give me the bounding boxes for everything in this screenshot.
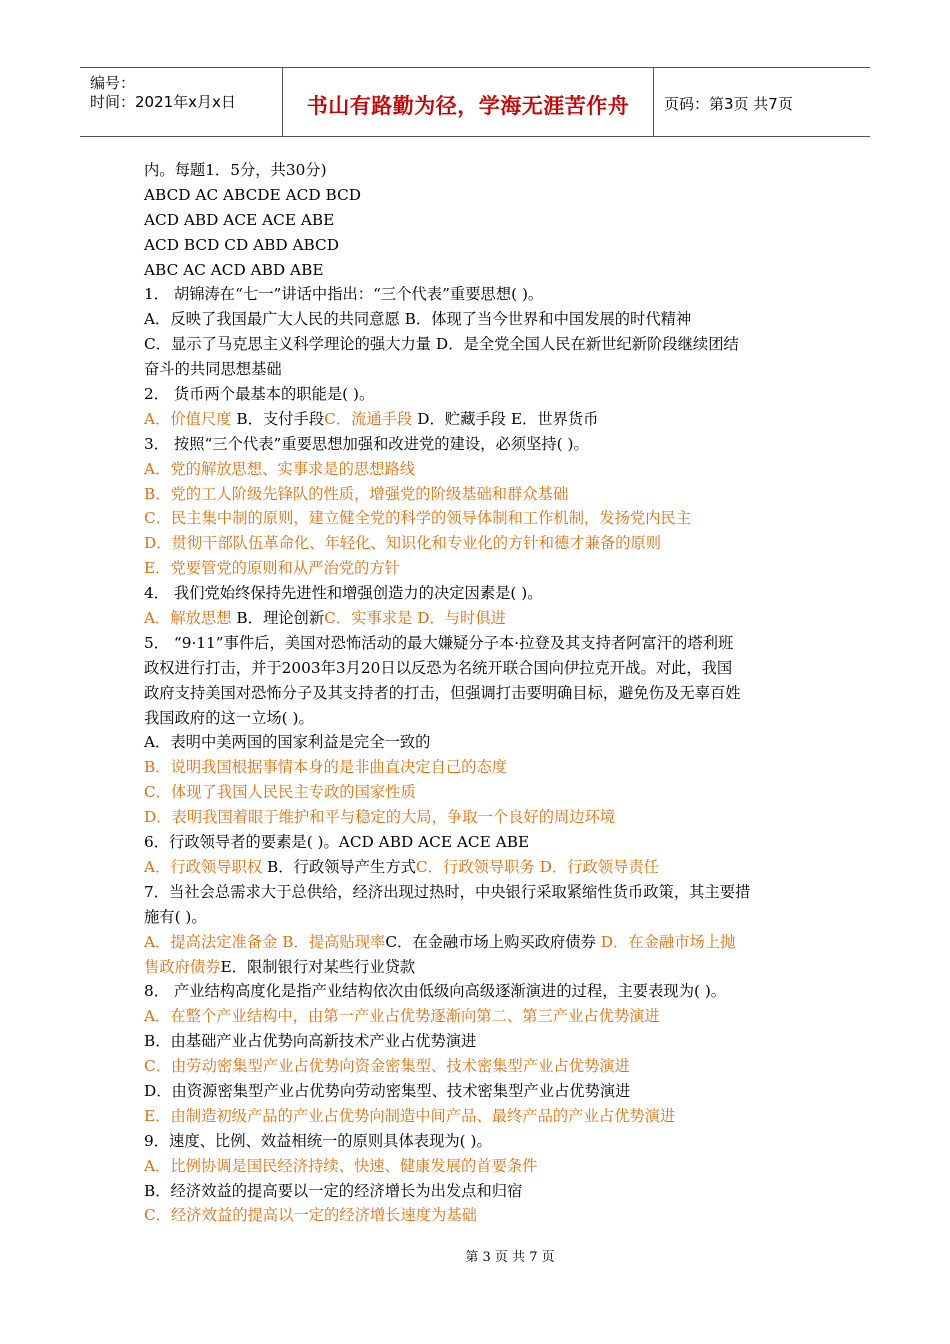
text-line: A．表明中美两国的国家利益是完全一致的 [144,733,431,752]
answer-highlight: B．说明我国根据事情本身的是非曲直决定自己的态度 [144,758,508,777]
answer-highlight: C．由劳动密集型产业占优势向资金密集型、技术密集型产业占优势演进 [144,1057,630,1076]
answer-highlight: A．比例协调是国民经济持续、快速、健康发展的首要条件 [144,1156,538,1175]
header-motto-cell [283,68,654,136]
document-body [144,158,824,1228]
text-segment: B．理论创新 [231,609,325,628]
answer-highlight: D．表明我国着眼于维护和平与稳定的大局，争取一个良好的周边环境 [144,808,616,827]
text-line: 政权进行打击，并于2003年3月20日以反恐为名统开联合国向伊拉克开战。对此，我国 [144,658,733,677]
text-line: 内。每题1．5分，共30分) [144,161,327,179]
answer-highlight: C．体现了我国人民民主专政的国家性质 [144,783,416,802]
page-header [80,67,870,137]
text-line: ACD ABD ACE ACE ABE [144,210,335,229]
answer-highlight: C．行政领导职务 D．行政领导责任 [415,857,659,876]
document-number-label: 编号： [90,74,136,92]
text-line: 7．当社会总需求大于总供给，经济出现过热时，中央银行采取紧缩性货币政策，其主要措 [144,882,751,901]
text-line [144,930,824,955]
document-time-label: 时间：2021年x月x日 [90,93,236,111]
text-line: 我国政府的这一立场( )。 [144,708,314,727]
answer-highlight: C．实事求是 D．与时俱进 [324,609,506,628]
text-line: 1． 胡锦涛在“七一”讲话中指出：“三个代表”重要思想( )。 [144,285,544,304]
answer-highlight: A．在整个产业结构中，由第一产业占优势逐渐向第二、第三产业占优势演进 [144,1007,660,1026]
text-line [144,955,824,980]
answer-highlight: D．在金融市场上抛 [600,932,736,951]
answer-highlight: D．贯彻干部队伍革命化、年轻化、知识化和专业化的方针和德才兼备的原则 [144,534,662,553]
text-segment: E．限制银行对某些行业贷款 [220,957,416,976]
text-line: B．由基础产业占优势向高新技术产业占优势演进 [144,1032,477,1051]
text-line: A．反映了我国最广大人民的共同意愿 B．体现了当今世界和中国发展的时代精神 [144,310,692,329]
header-page-cell [654,68,870,136]
text-line: 奋斗的共同思想基础 [144,360,282,379]
text-segment: D．贮藏手段 E．世界货币 [412,409,599,428]
header-page-number: 页码：第3页 共7页 [664,95,793,113]
text-line: ABCD AC ABCDE ACD BCD [144,185,361,204]
answer-highlight: A．提高法定准备金 B．提高贴现率 [144,932,386,951]
text-segment: B．支付手段 [231,409,325,428]
text-line: D．由资源密集型产业占优势向劳动密集型、技术密集型产业占优势演进 [144,1081,631,1100]
text-line: 2． 货币两个最基本的职能是( )。 [144,385,375,404]
answer-highlight: E．党要管党的原则和从严治党的方针 [144,559,400,578]
text-line: 5． “9·11”事件后，美国对恐怖活动的最大嫌疑分子本·拉登及其支持者阿富汗的塔利班 [144,633,734,652]
text-line: 4． 我们党始终保持先进性和增强创造力的决定因素是( )。 [144,584,543,603]
text-line: C．显示了马克思主义科学理论的强大力量 D．是全党全国人民在新世纪新阶段继续团结 [144,335,739,354]
text-line [144,407,824,432]
text-line: 9．速度、比例、效益相统一的原则具体表现为( )。 [144,1131,492,1150]
text-line: 政府支持美国对恐怖分子及其支持者的打击，但强调打击要明确目标，避免伤及无辜百姓 [144,683,741,702]
answer-highlight: E．由制造初级产品的产业占优势向制造中间产品、最终产品的产业占优势演进 [144,1106,676,1125]
text-line: 6．行政领导者的要素是( )。ACD ABD ACE ACE ABE [144,833,530,852]
text-line: ABC AC ACD ABD ABE [144,260,324,279]
answer-highlight: 售政府债券 [144,957,221,976]
answer-highlight: B．党的工人阶级先锋队的性质，增强党的阶级基础和群众基础 [144,484,569,503]
answer-highlight: C．流通手段 [324,409,413,428]
text-line: B．经济效益的提高要以一定的经济增长为出发点和归宿 [144,1181,523,1200]
header-meta-cell [80,68,283,136]
answer-highlight: A．行政领导职权 [144,857,263,876]
text-line [144,855,824,880]
text-segment: B．行政领导产生方式 [262,857,416,876]
answer-highlight: A．解放思想 [144,609,232,628]
page-footer: 第 3 页 共 7 页 [465,1250,555,1265]
text-line: ACD BCD CD ABD ABCD [144,235,340,254]
text-line: 8． 产业结构高度化是指产业结构依次由低级向高级逐渐演进的过程，主要表现为( )。 [144,982,727,1001]
text-line: 施有( )。 [144,907,207,926]
answer-highlight: A．党的解放思想、实事求是的思想路线 [144,459,416,478]
answer-highlight: C．民主集中制的原则，建立健全党的科学的领导体制和工作机制，发扬党内民主 [144,509,692,528]
text-line: 3． 按照“三个代表”重要思想加强和改进党的建设，必须坚持( )。 [144,434,589,453]
text-segment: C．在金融市场上购买政府债券 [385,932,601,951]
answer-highlight: C．经济效益的提高以一定的经济增长速度为基础 [144,1206,477,1225]
answer-highlight: A．价值尺度 [144,409,232,428]
text-line [144,606,824,631]
header-motto: 书山有路勤为径，学海无涯苦作舟 [306,94,630,118]
